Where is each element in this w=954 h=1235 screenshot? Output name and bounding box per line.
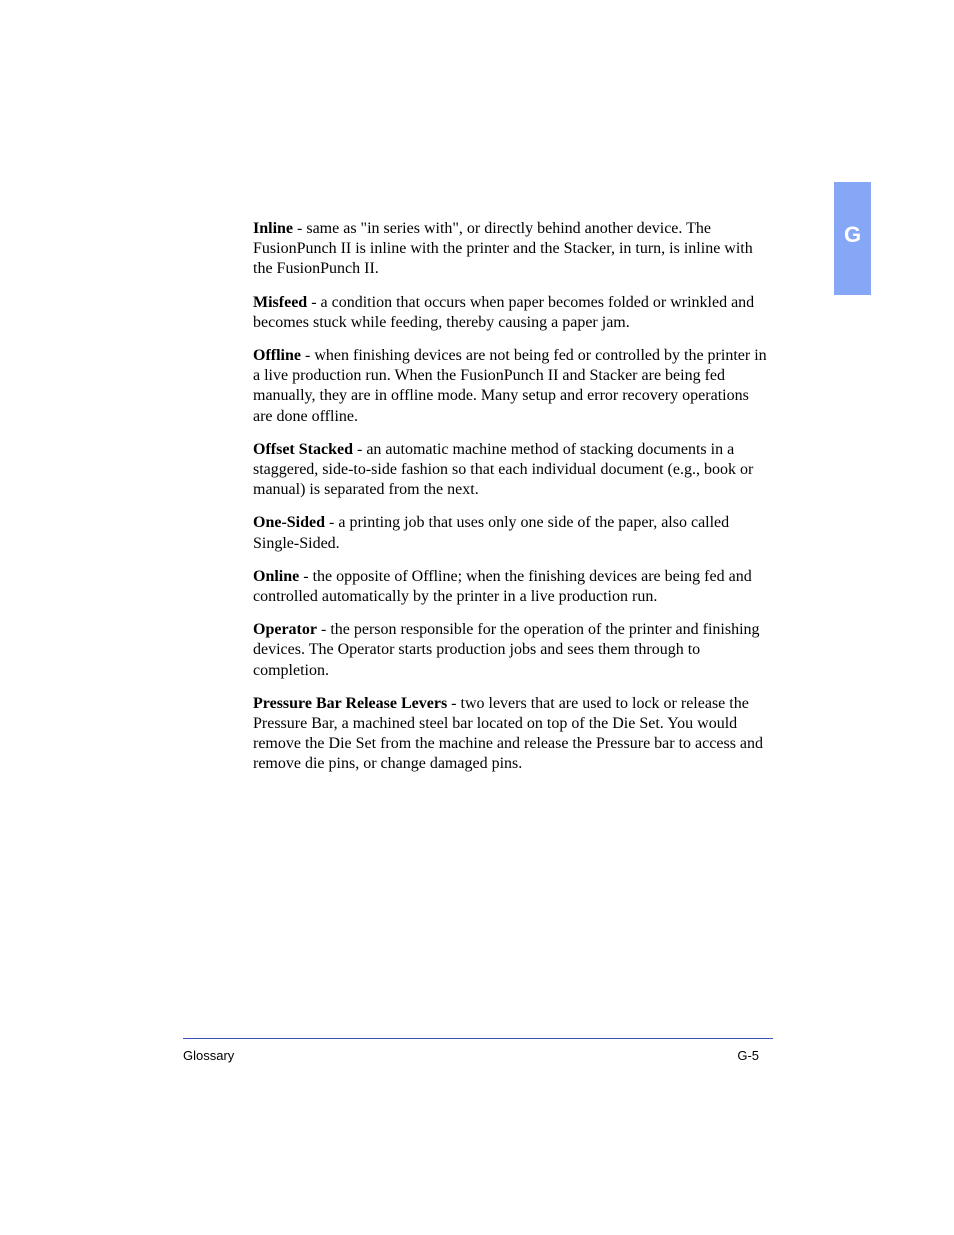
glossary-term: Inline xyxy=(253,220,294,237)
glossary-definition: - the opposite of Offline; when the finishing devices are being fed and controlled automatically by the printer in a live production run. xyxy=(253,567,752,606)
glossary-term: Offline xyxy=(253,347,301,365)
glossary-entry-one-sided xyxy=(253,513,771,553)
glossary-entry-pressure-bar-release-levers xyxy=(253,694,771,775)
glossary-entry-offset-stacked xyxy=(253,440,771,501)
glossary-term: Pressure Bar Release Levers xyxy=(253,694,448,712)
glossary-entry-inline xyxy=(253,219,771,280)
glossary-entry-operator xyxy=(253,620,771,681)
glossary-definition: - two levers that are used to lock or release the Pressure Bar, a machined steel bar located on top of the Die Set. You would remove the Die Set from the machine and release the Pressure bar to access and remove die pins, or change damaged pins. xyxy=(253,694,764,773)
glossary-entry-misfeed xyxy=(253,293,771,333)
glossary-definition: - an automatic machine method of stacking documents in a staggered, side-to-side fashion so that each individual document (e.g., book or manual) is separated from the next. xyxy=(253,440,754,499)
footer-page-number: G-5 xyxy=(737,1048,759,1063)
footer-section-title: Glossary xyxy=(183,1048,235,1063)
section-tab-letter: G xyxy=(843,222,862,247)
footer-rule xyxy=(183,1038,773,1039)
glossary-term: Offset Stacked xyxy=(253,440,353,458)
glossary-definition: - the person responsible for the operation of the printer and finishing devices. The Operator starts production jobs and sees them through to completion. xyxy=(253,621,760,679)
glossary-term: Misfeed xyxy=(253,293,308,311)
glossary-entry-offline xyxy=(253,346,771,427)
glossary-definition: - when finishing devices are not being fed or controlled by the printer in a live production run. When the FusionPunch II and Stacker are being fed manually, they are in offline mode. Many setup and error recovery operations are done offline. xyxy=(253,347,767,425)
glossary-entry-online xyxy=(253,567,771,607)
glossary-definition: - a printing job that uses only one side of the paper, also called Single-Sided. xyxy=(253,514,730,552)
glossary-definition: - a condition that occurs when paper becomes folded or wrinkled and becomes stuck while feeding, thereby causing a paper jam. xyxy=(253,293,755,331)
glossary-term: Operator xyxy=(253,621,317,639)
glossary-entries xyxy=(253,219,771,788)
section-tab xyxy=(834,182,871,295)
glossary-term: One-Sided xyxy=(253,514,326,532)
glossary-term: Online xyxy=(253,567,300,585)
glossary-definition: - same as "in series with", or directly behind another device. The FusionPunch II is inline with the printer and the Stacker, in turn, is inline with the FusionPunch II. xyxy=(253,220,753,278)
